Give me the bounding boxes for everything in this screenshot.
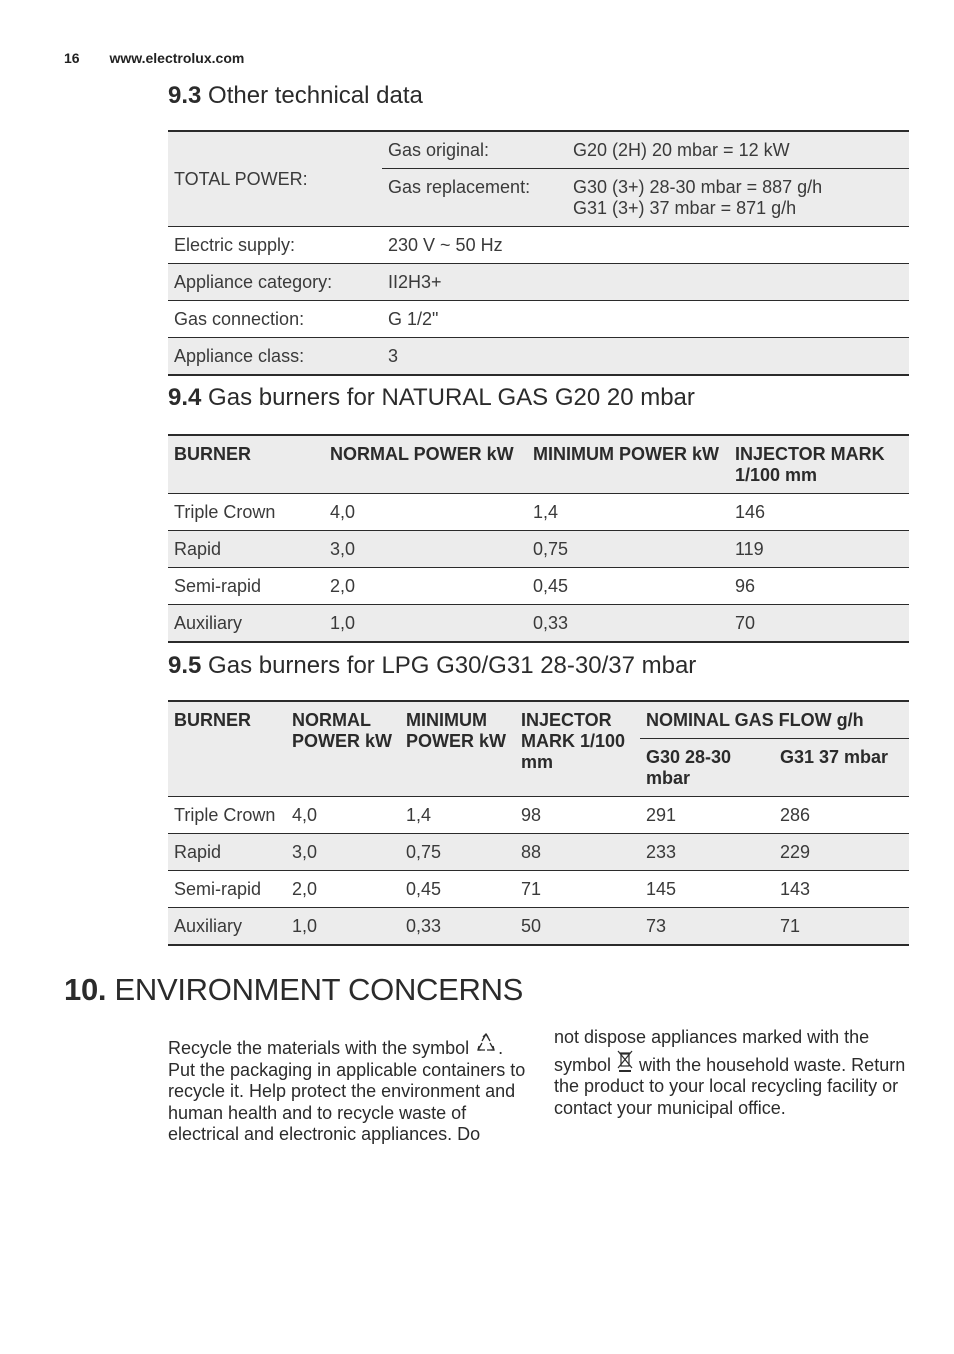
section-9-5-heading	[168, 652, 696, 680]
chapter-title: ENVIRONMENT CONCERNS	[114, 972, 524, 1007]
cell: 3,0	[324, 531, 527, 568]
paragraph-text: Recycle the materials with the symbol	[168, 1038, 470, 1058]
cell: 2,0	[324, 568, 527, 605]
cell: 0,33	[527, 605, 729, 643]
table-row	[168, 605, 909, 643]
table-row	[168, 834, 909, 871]
row-value: 3	[382, 338, 909, 376]
table-header-row	[168, 435, 909, 494]
cell: 73	[640, 908, 774, 946]
row-label: Gas connection:	[168, 301, 382, 338]
cell: 71	[515, 871, 640, 908]
cell: 1,0	[324, 605, 527, 643]
cell: 4,0	[324, 494, 527, 531]
section-number: 9.5	[168, 652, 202, 679]
cell: 50	[515, 908, 640, 946]
cell: 119	[729, 531, 909, 568]
cell: 146	[729, 494, 909, 531]
gas-original-value: G20 (2H) 20 mbar = 12 kW	[567, 131, 909, 169]
cell: 145	[640, 871, 774, 908]
cell: Auxiliary	[168, 605, 324, 643]
crossed-bin-icon	[616, 1049, 634, 1073]
section-title: Gas burners for NATURAL GAS G20 20 mbar	[208, 384, 695, 411]
section-title: Other technical data	[208, 82, 423, 109]
page-number: 16	[64, 50, 80, 66]
cell: 1,4	[400, 797, 515, 834]
col-header-group: NOMINAL GAS FLOW g/h	[640, 701, 909, 739]
natural-gas-burners-table	[168, 434, 909, 643]
col-header: NORMAL POWER kW	[324, 435, 527, 494]
gas-replacement-label: Gas replacement:	[382, 169, 567, 227]
cell: 70	[729, 605, 909, 643]
col-header: MINIMUM POWER kW	[400, 701, 515, 797]
cell: 1,4	[527, 494, 729, 531]
cell: Triple Crown	[168, 797, 286, 834]
gas-replacement-g30: G30 (3+) 28-30 mbar = 887 g/h	[573, 177, 823, 197]
table-row	[168, 871, 909, 908]
table-row	[168, 797, 909, 834]
table-row	[168, 531, 909, 568]
cell: Auxiliary	[168, 908, 286, 946]
row-value: 230 V ~ 50 Hz	[382, 227, 909, 264]
cell: 98	[515, 797, 640, 834]
cell: 4,0	[286, 797, 400, 834]
cell: 96	[729, 568, 909, 605]
section-number: 9.3	[168, 82, 202, 109]
row-label: Appliance category:	[168, 264, 382, 301]
section-9-3-heading	[168, 82, 423, 110]
cell: 0,75	[527, 531, 729, 568]
chapter-number: 10.	[64, 972, 107, 1007]
gas-replacement-value	[567, 169, 909, 227]
cell: Semi-rapid	[168, 871, 286, 908]
col-header: G31 37 mbar	[774, 739, 909, 797]
col-header: INJECTOR MARK 1/100 mm	[729, 435, 909, 494]
col-header: BURNER	[168, 701, 286, 797]
row-label: Appliance class:	[168, 338, 382, 376]
table-row	[168, 568, 909, 605]
table-row	[168, 908, 909, 946]
cell: 0,45	[527, 568, 729, 605]
cell: 0,33	[400, 908, 515, 946]
cell: 1,0	[286, 908, 400, 946]
cell: 88	[515, 834, 640, 871]
section-title: Gas burners for LPG G30/G31 28-30/37 mbar	[208, 652, 697, 679]
paragraph-text: with the household waste. Return the product to your local recycling facility or contact your municipal office.	[554, 1054, 906, 1118]
table-row	[168, 301, 909, 338]
col-header: MINIMUM POWER kW	[527, 435, 729, 494]
cell: Rapid	[168, 834, 286, 871]
cell: 0,45	[400, 871, 515, 908]
section-10-heading	[64, 972, 523, 1008]
col-header: NORMAL POWER kW	[286, 701, 400, 797]
cell: 71	[774, 908, 909, 946]
paragraph-text: not dispose appliances marked with the symbol	[554, 1027, 870, 1075]
cell: Rapid	[168, 531, 324, 568]
cell: Triple Crown	[168, 494, 324, 531]
environment-text-left	[168, 1032, 528, 1146]
table-header-row	[168, 701, 909, 739]
row-value: II2H3+	[382, 264, 909, 301]
table-row	[168, 227, 909, 264]
col-header: G30 28-30 mbar	[640, 739, 774, 797]
gas-replacement-g31: G31 (3+) 37 mbar = 871 g/h	[573, 198, 797, 218]
table-row	[168, 264, 909, 301]
cell: 229	[774, 834, 909, 871]
page-header	[64, 50, 244, 66]
row-value: G 1/2"	[382, 301, 909, 338]
paragraph-text: . Put the packaging in applicable containers to recycle it. Help protect the environment and human health and to recycle waste of electrical and electronic appliances. Do	[168, 1038, 526, 1144]
cell: 0,75	[400, 834, 515, 871]
header-url[interactable]: www.electrolux.com	[109, 50, 245, 66]
environment-text-right	[554, 1027, 909, 1119]
section-9-4-heading	[168, 384, 695, 412]
total-power-label: TOTAL POWER:	[168, 131, 382, 227]
cell: 233	[640, 834, 774, 871]
col-header: BURNER	[168, 435, 324, 494]
cell: 143	[774, 871, 909, 908]
table-row	[168, 338, 909, 376]
other-technical-data-table	[168, 130, 909, 376]
row-label: Electric supply:	[168, 227, 382, 264]
cell: 3,0	[286, 834, 400, 871]
cell: Semi-rapid	[168, 568, 324, 605]
table-row	[168, 494, 909, 531]
section-number: 9.4	[168, 384, 202, 411]
cell: 2,0	[286, 871, 400, 908]
col-header: INJECTOR MARK 1/100 mm	[515, 701, 640, 797]
gas-original-label: Gas original:	[382, 131, 567, 169]
cell: 291	[640, 797, 774, 834]
recycle-icon	[474, 1032, 498, 1056]
lpg-burners-table	[168, 700, 909, 946]
cell: 286	[774, 797, 909, 834]
